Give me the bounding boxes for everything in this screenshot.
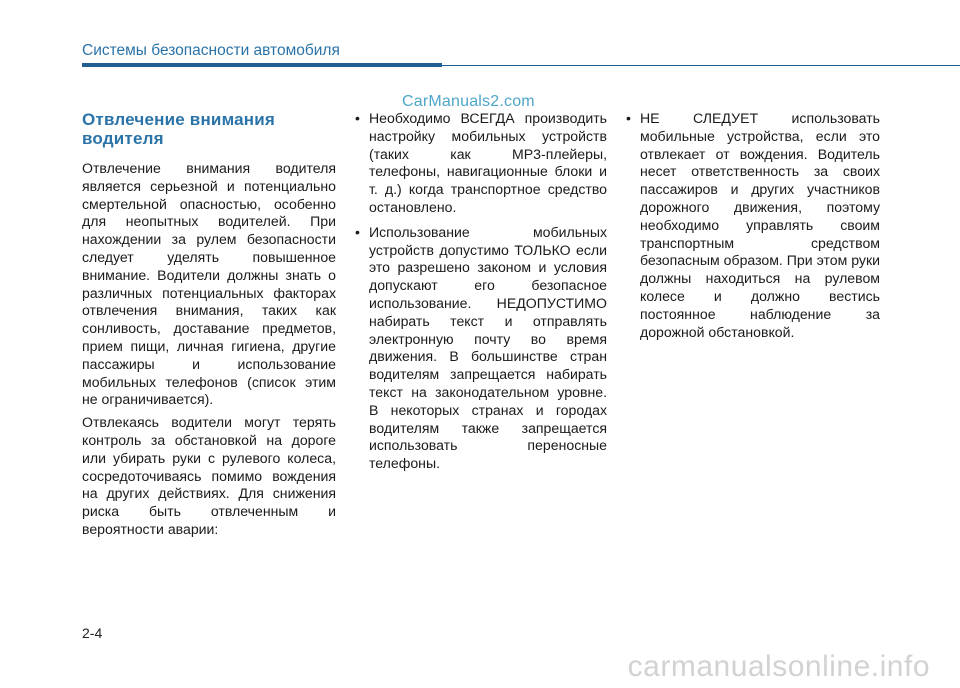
bullet-list-right	[624, 110, 880, 341]
section-title-line1: Отвлечение внимания	[82, 110, 276, 129]
section-title	[82, 110, 336, 148]
bullet-text: НЕ СЛЕДУЕТ использовать мобильные устройства, если это отвлекает от вождения. Водитель несет ответственность за своих пассажиров и других участников дорожного движения, поэтому необходимо управлять своим транспортным средством безопасным образом. При этом руки должны находиться на рулевом колесе и должно вестись постоянное наблюдение за дорожной обстановкой.	[640, 110, 880, 340]
column-middle	[353, 110, 607, 480]
bullet-list-middle	[353, 110, 607, 473]
bullet-item	[624, 110, 880, 341]
body-paragraph: Отвлечение внимания водителя является серьезной и потенциально смертельной опасностью, особенно для неопытных водителей. При нахождении за рулем безопасности следует уделять повышенное внимание. Водители должны знать о различных потенциальных факторах отвлечения внимания, таких как сонливость, доставание предметов, прием пищи, личная гигиена, другие пассажиры и использование мобильных телефонов (список этим не ограничивается).	[82, 160, 336, 408]
bullet-text: Использование мобильных устройств допустимо ТОЛЬКО если это разрешено законом и условия допускают его безопасное использование. НЕДОПУСТИМО набирать текст и отправлять электронную почту во время движения. В большинстве стран водителям запрещается набирать текст на законодательном уровне. В некоторых странах и городах водителям также запрещается использовать переносные телефоны.	[369, 223, 607, 472]
bullet-text: Необходимо ВСЕГДА производить настройку мобильных устройств (таких как MP3-плейеры, телефоны, навигационные блоки и т. д.) когда транспортное средство остановлено.	[369, 110, 607, 215]
page-number: 2-4	[82, 625, 103, 641]
bullet-item	[353, 110, 607, 217]
header-rule-thin	[442, 65, 960, 66]
page-header-title: Системы безопасности автомобиля	[82, 42, 340, 59]
header-rule-thick	[82, 63, 442, 67]
column-right	[624, 110, 880, 348]
watermark-carmanuals2: CarManuals2.com	[402, 93, 535, 110]
bullet-dot: •	[355, 223, 360, 240]
body-paragraph: Отвлекаясь водители могут терять контроль за обстановкой на дороге или убирать руки с рулевого колеса, сосредоточиваясь помимо вождения на других действиях. Для снижения риска быть отвлеченным и вероятности аварии:	[82, 414, 336, 537]
column-left	[82, 110, 336, 544]
watermark-carmanualsonline: carmanualsonline.info	[627, 650, 930, 683]
bullet-dot: •	[355, 110, 360, 126]
bullet-dot: •	[626, 110, 631, 126]
section-title-line2: водителя	[82, 129, 164, 148]
bullet-item	[353, 224, 607, 473]
